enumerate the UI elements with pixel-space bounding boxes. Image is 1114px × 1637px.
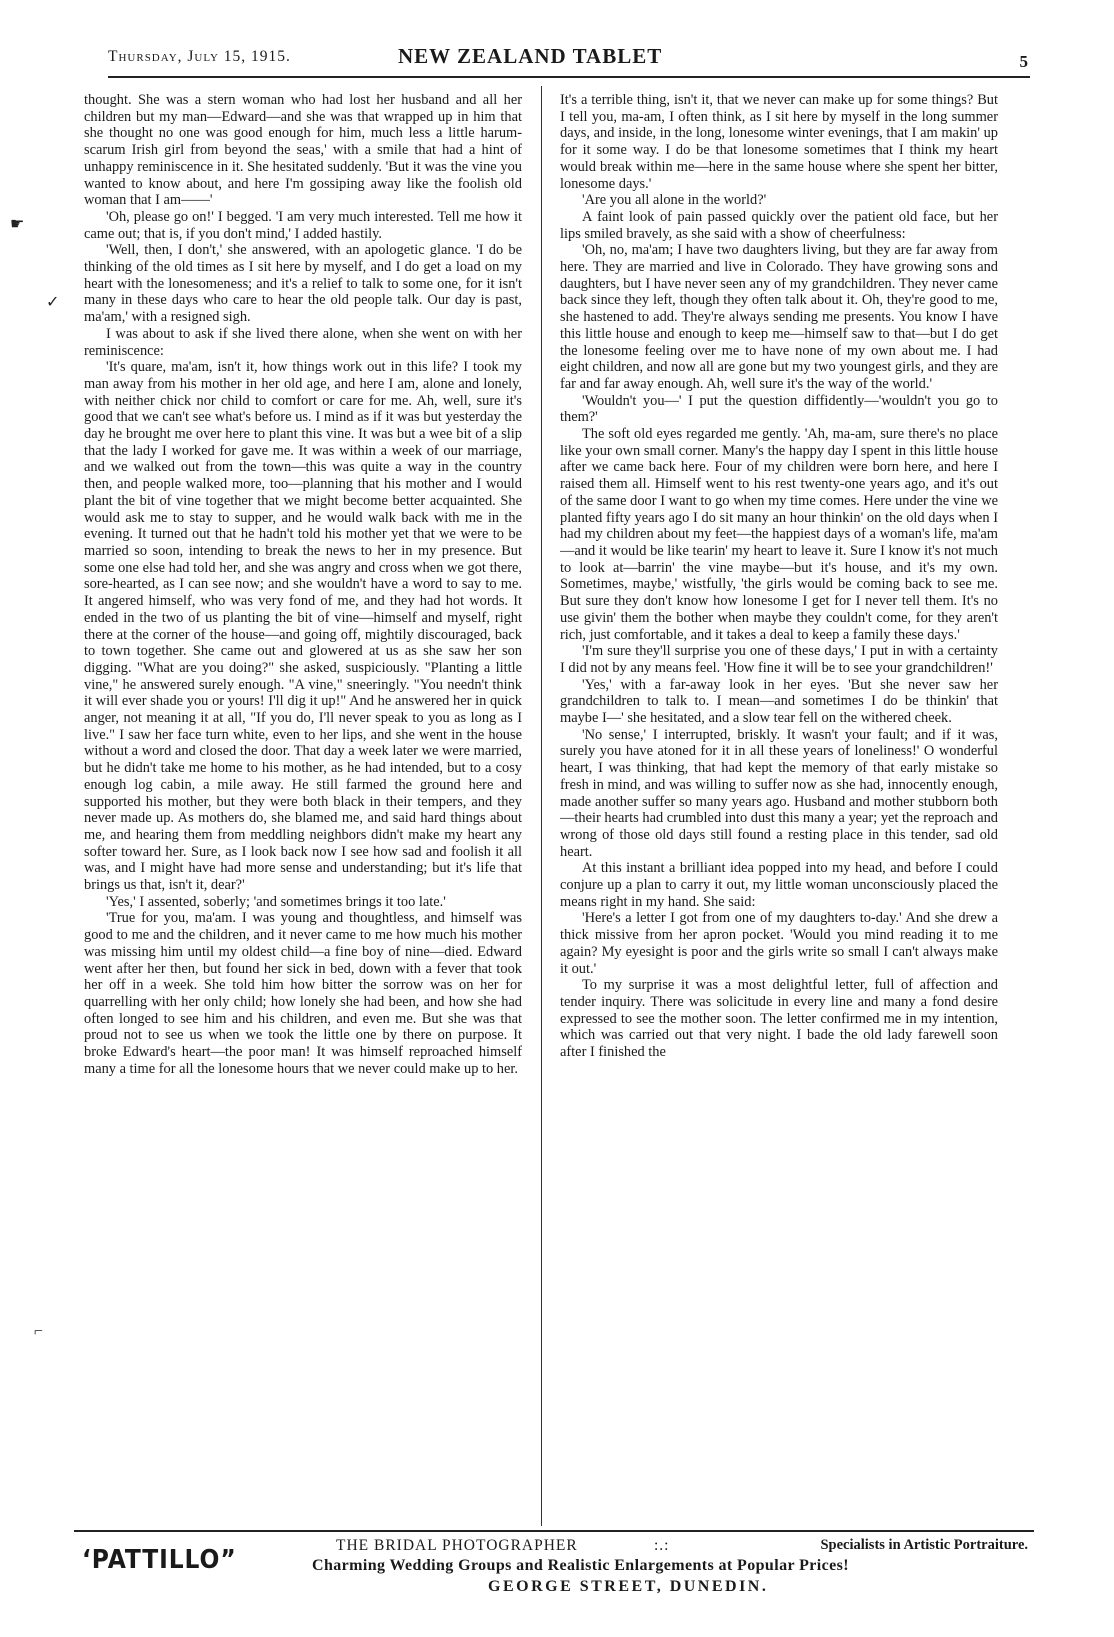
article-paragraph: 'Oh, please go on!' I begged. 'I am very much interested. Tell me how it came out; that is, if you don't mind,' I added hastily. [84,208,522,242]
ad-specialty: Specialists in Artistic Portraiture. [820,1537,1028,1553]
ad-services: Charming Wedding Groups and Realistic Enlargements at Popular Prices! [312,1557,849,1574]
ad-title: THE BRIDAL PHOTOGRAPHER [336,1537,578,1554]
article-paragraph: The soft old eyes regarded me gently. 'Ah, ma-am, sure there's no place like your own small corner. Many's the happy day I spent in this little house after we came back here. Four of my children were born here, and here I raised them all. Himself went to his rest twenty-one years ago, and it's out of the same door I want to go when my time comes. Here under the vine we planted fifty years ago I do sit many an hour thinkin' on the old days when I had my children about my feet—the happiest days of a woman's life, ma'am—and it would be like tearin' my heart to leave it. Sure I know it's not much to look at—barrin' the vine maybe—but it's house, and it's my own. Sometimes, maybe,' wistfully, 'the girls would be coming back to see me. But sure they don't know how lonesome I get for I never tell them. It's no use givin' them the bother when maybe they couldn't come, for they aren't rich, just comfortable, and it takes a deal to keep a family these days.' [560,426,998,643]
ad-brand-name: ‘PATTILLO” [82,1545,237,1575]
ad-separator: :.: [654,1537,670,1554]
article-paragraph: It's a terrible thing, isn't it, that we never can make up for some things? But I tell you, ma-am, I often think, as I sit here by myself in the long summer days, and inside, in the long, lonesome winter evenings, that I am makin' up for it some way. I do be that lonesome sometimes that I think my heart would break within me—here in the same house where she spent her bitter, lonesome days.' [560,92,998,192]
page-header [108,46,1028,74]
photographer-advertisement [80,1537,1030,1601]
footer-rule [74,1530,1034,1532]
left-article-column [84,92,522,1524]
article-paragraph: 'No sense,' I interrupted, briskly. It wasn't your fault; and if it was, surely you have atoned for it in all these years of loneliness!' O wonderful heart, I was thinking, that had kept the memory of that early mistake so fresh in mind, and was willing to suffer now as she had, innocently enough, made another suffer so many years ago. Husband and mother stubborn both—their hearts had crumbled into dust this many a year; yet the reproach and wrong of those old days still found a resting place in this tender, sad old heart. [560,726,998,860]
article-paragraph: 'Are you all alone in the world?' [582,192,767,209]
right-article-column [560,92,998,1524]
ad-address: GEORGE STREET, DUNEDIN. [488,1578,769,1595]
header-rule [108,76,1030,78]
article-paragraph: A faint look of pain passed quickly over the patient old face, but her lips smiled bravely, as she said with a show of cheerfulness: [560,208,998,242]
article-paragraph: At this instant a brilliant idea popped into my head, and before I could conjure up a plan to carry it out, my little woman unconsciously placed the means right in my hand. She said: [560,860,998,910]
article-paragraph: To my surprise it was a most delightful letter, full of affection and tender inquiry. There was solicitude in every line and many a fond desire expressed to see the mother soon. The letter confirmed me in my intention, which was carried out that very night. I bade the old lady farewell soon after I finished the [560,977,998,1061]
article-paragraph: I was about to ask if she lived there alone, when she went on with her reminiscence: [84,325,522,359]
page-number: 5 [1019,52,1028,71]
margin-corner-mark: ⌐ [34,1323,44,1340]
article-paragraph: 'Oh, no, ma'am; I have two daughters living, but they are far away from here. They are married and live in Colorado. They have growing sons and daughters, but I have never seen any of my grandchildren. They never came back since they left, though they often talk about it. Oh, they're good to me, she hastened to add. They're always sending me presents. You know I have this little house and enough to keep me—himself saw to that—but I do get the lonesome feeling over me to have none of my own about me. I had eight children, and now all are gone but my two youngest girls, and they are far and far away enough. Ah, well sure it's the way of the world.' [560,242,998,392]
article-paragraph: 'Wouldn't you—' I put the question diffidently—'wouldn't you go to them?' [560,392,998,426]
margin-pointer-mark: ☛ [10,216,25,233]
article-paragraph: 'It's quare, ma'am, isn't it, how things work out in this life? I took my man away from his mother in her old age, and here I am, alone and lonely, with neither chick nor child to comfort or care for me. Ah, well, sure it's good that we can't see what's before us. I mind as if it was but yesterday the day he brought me over here to plant this vine. It was but a wee bit of a slip that the lady I worked for gave me. It was within a week of our marriage, and we walked out from the town—this was quite a way in the country then, and people walked more, too—planning that his mother and I would plant the bit of vine together that we might become better acquainted. She would ask me to stay to supper, and he would walk back with me in the evening. It turned out that he hadn't told his mother yet that we were to be married so soon, intending to break the news to her in my presence. But some one else had told her, and she was angry and cross when we got there, sore-hearted, as I can see now; and she wouldn't have a word to say to me. It angered himself, who was very fond of me, and they had hot words. It ended in the two of us planting the bit of vine—himself and myself, right there at the corner of the house—and going off, mightily discouraged, back to town together. She came out and glowered at us as she saw her son digging. "What are you doing?" she asked, suspiciously. "Planting a little vine," he answered surely enough. "A vine," sneeringly. "You needn't think it will ever shade you or yours! I'll dig it up!" And he answered her in quick anger, not meaning it at all, "If you do, I'll never speak to you as long as I live." I saw her face turn white, even to her lips, and she went in the house without a word and closed the door. That day a week later we were married, but he didn't take me home to his mother, as he had intended, but to a cosy enough log cabin, a mile away. He still farmed the ground here and supported his mother, but they were both black in their tempers, and they never made up. As mothers do, she blamed me, and said hard things about me, and hearing them from meddling neighbors didn't make my heart any softer toward her. Sure, as I look back now I see how sad and foolish it all was, and I might have had more sense and understanding; but it's life that brings us that, isn't it, dear?' [84,359,522,894]
margin-tick-mark: ✓ [46,294,60,311]
masthead-title: NEW ZEALAND TABLET [398,44,663,68]
article-paragraph: 'Here's a letter I got from one of my daughters to-day.' And she drew a thick missive from her apron pocket. 'Would you mind reading it to me again? My eyesight is poor and the girls write so small I can't always make it out.' [560,910,998,977]
article-paragraph: 'I'm sure they'll surprise you one of these days,' I put in with a certainty I did not by any means feel. 'How fine it will be to see your grandchildren!' [560,643,998,676]
issue-date: Thursday, July 15, 1915. [108,48,291,65]
column-divider [541,86,542,1526]
article-paragraph: 'True for you, ma'am. I was young and thoughtless, and himself was good to me and the children, and it never came to me how much his mother was missing him until my oldest child—a fine boy of nine—died. Edward went after her then, but found her sick in bed, down with a fever that took her off in a week. She told him how bitter the sorrow was on her for quarrelling with her only child; how lonely she had been, and how she had often longed to see him and his children, and even me. But she was that proud not to see us when we took the little one by there on purpose. It broke Edward's heart—the poor man! It was himself reproached himself many a time for all the lonesome hours that we never could make up to her. [84,910,522,1077]
article-paragraph: 'Well, then, I don't,' she answered, with an apologetic glance. 'I do be thinking of the old times as I sit here by myself, and I do get a load on my heart with the lonesomeness; and it's a relief to talk to some one, for it isn't many in these days who care to hear the old people talk. Our day is past, ma'am,' with a resigned sigh. [84,242,522,326]
article-paragraph: thought. She was a stern woman who had lost her husband and all her children but my man—Edward—and she was that wrapped up in him that she thought no one was good enough for him, much less a little harum-scarum Irish girl from beyond the seas,' with a smile that had a hint of unhappy reminiscence in it. She hesitated suddenly. 'But it was the vine you wanted to know about, and here I'm gossiping away like the foolish old woman that I am——' [84,92,522,209]
article-paragraph: 'Yes,' with a far-away look in her eyes. 'But she never saw her grandchildren to talk to. I mean—and sometimes I do be thinkin' that maybe I—' she hesitated, and a slow tear fell on the withered cheek. [560,676,998,727]
article-paragraph: 'Yes,' I assented, soberly; 'and sometimes brings it too late.' [106,893,446,910]
